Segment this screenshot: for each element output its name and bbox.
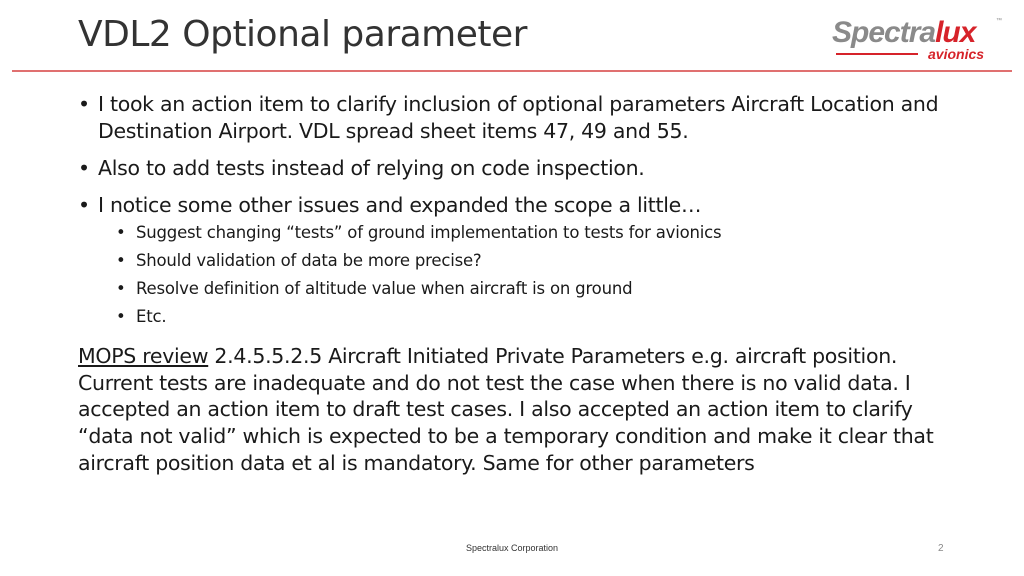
bullet-text: I took an action item to clarify inclusion of optional parameters Aircraft Location and Destination Airport. VDL spread sheet items 47, 49 and 55.	[98, 92, 939, 143]
slide-title: VDL2 Optional parameter	[78, 14, 527, 55]
sub-bullet-item	[78, 219, 958, 247]
bullet-text: Also to add tests instead of relying on code inspection.	[98, 156, 645, 180]
mops-review-paragraph	[78, 343, 958, 477]
sub-bullet-dot: •	[116, 251, 126, 270]
sub-bullet-item	[78, 247, 958, 275]
logo-underline	[836, 53, 918, 55]
sub-bullet-item	[78, 275, 958, 303]
footer-company: Spectralux Corporation	[465, 543, 559, 553]
bullet-list	[78, 91, 958, 331]
logo-wordmark-spectra: Spectra	[832, 16, 936, 49]
page-number: 2	[938, 543, 944, 554]
sub-bullet-text: Etc.	[136, 307, 167, 326]
sub-bullet-dot: •	[116, 279, 126, 298]
sub-bullet-text: Suggest changing “tests” of ground implementation to tests for avionics	[136, 223, 722, 242]
bullet-dot: •	[78, 92, 90, 116]
mops-review-link[interactable]: MOPS review	[78, 344, 209, 368]
bullet-dot: •	[78, 156, 90, 180]
sub-bullet-dot: •	[116, 223, 126, 242]
bullet-text: I notice some other issues and expanded the scope a little…	[98, 193, 702, 217]
sub-bullet-text: Should validation of data be more precise?	[136, 251, 482, 270]
logo-wordmark-lux: lux	[935, 16, 976, 49]
logo-trademark: ™	[996, 18, 1002, 24]
sub-bullet-item	[78, 303, 958, 331]
bullet-item	[78, 91, 958, 145]
bullet-dot: •	[78, 193, 90, 217]
mops-review-text: 2.4.5.5.2.5 Aircraft Initiated Private Parameters e.g. aircraft position. Current tests are inadequate and do not test the case when there is no valid data. I accepted an action item to draft test cases. I also accepted an action item to clarify “data not valid” which is expected to be a temporary condition and make it clear that aircraft position data et al is mandatory. Same for other parameters	[78, 344, 934, 475]
logo-subtitle: avionics	[928, 46, 985, 62]
bullet-item	[78, 192, 958, 219]
logo-wordmark	[832, 16, 975, 50]
sub-bullet-text: Resolve definition of altitude value when aircraft is on ground	[136, 279, 633, 298]
logo	[832, 16, 1012, 66]
title-divider	[12, 70, 1012, 72]
sub-bullet-dot: •	[116, 307, 126, 326]
bullet-item	[78, 155, 958, 182]
